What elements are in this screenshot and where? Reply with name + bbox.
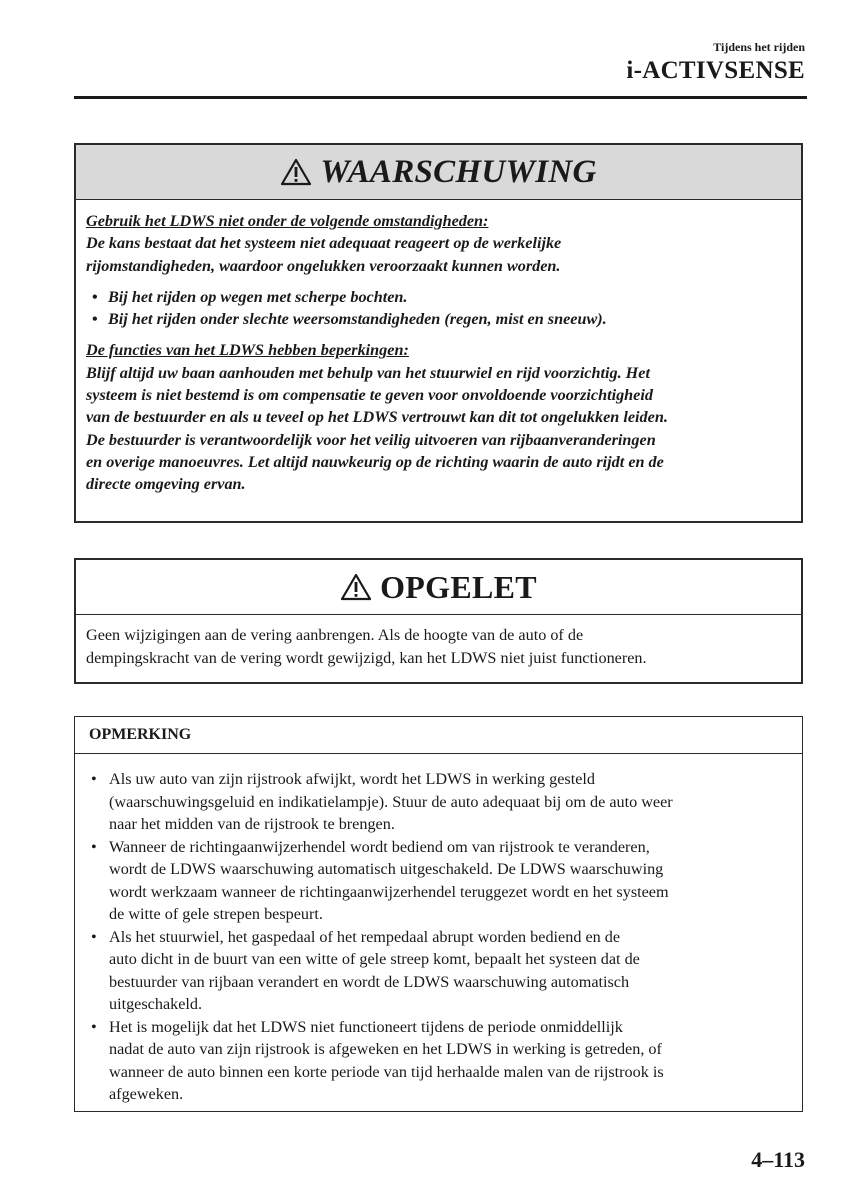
warning-box-header [76, 145, 801, 200]
caution-box-header [76, 560, 801, 615]
warning-triangle-icon [280, 157, 312, 187]
warning-text-line: Blijf altijd uw baan aanhouden met behulp van het stuurwiel en rijd voorzichtig. Het [86, 363, 650, 382]
warning-title: WAARSCHUWING [320, 153, 597, 190]
note-text-line: • Als uw auto van zijn rijstrook afwijkt, wordt het LDWS in werking gesteld [109, 770, 595, 788]
note-bullet-item [87, 836, 786, 926]
warning-triangle-icon [340, 572, 372, 602]
warning-text-line: van de bestuurder en als u teveel op het LDWS vertrouwt kan dit tot ongelukken leiden. [86, 408, 668, 427]
caution-text-line: Geen wijzigingen aan de vering aanbrengen. Als de hoogte van de auto of de [86, 626, 584, 644]
caution-body [76, 615, 801, 669]
note-bullet-list [87, 768, 786, 1106]
warning-text-line: directe omgeving ervan. [86, 475, 246, 494]
note-text-line: wordt werkzaam wanneer de richtingaanwijzerhendel teruggezet wordt en het systeem [109, 882, 669, 901]
note-text-line: de witte of gele strepen bespeurt. [109, 905, 323, 923]
note-text-line: • Als het stuurwiel, het gaspedaal of het rempedaal abrupt worden bediend en de [109, 927, 621, 946]
note-text-line: • Het is mogelijk dat het LDWS niet functioneert tijdens de periode onmiddellijk [109, 1017, 623, 1036]
chapter-title: i-ACTIVSENSE [626, 57, 805, 84]
caution-box [74, 558, 803, 684]
warning-text-line: De bestuurder is verantwoordelijk voor het veilig uitvoeren van rijbaanveranderingen [86, 430, 656, 449]
note-bullet-item [87, 926, 786, 1016]
section-label: Tijdens het rijden [713, 40, 805, 54]
note-text-line: uitgeschakeld. [109, 995, 203, 1013]
header-rule [74, 96, 807, 99]
warning-body [76, 200, 801, 496]
note-text-line: afgeweken. [109, 1085, 184, 1103]
note-title: OPMERKING [89, 726, 192, 743]
note-bullet-item [87, 768, 786, 836]
note-bullet-item [87, 1016, 786, 1106]
note-body [75, 754, 802, 1106]
note-box-header [75, 717, 802, 754]
note-text-line: naar het midden van de rijstrook te brengen. [109, 815, 395, 833]
note-text-line: auto dicht in de buurt van een witte of gele streep komt, bepaalt het systeen dat de [109, 950, 640, 968]
note-text-line: (waarschuwingsgeluid en indikatielampje). Stuur de auto adequaat bij om de auto weer [109, 792, 673, 811]
note-box [74, 716, 803, 1112]
note-text-line: • Wanneer de richtingaanwijzerhendel wordt bediend om van rijstrook te veranderen, [109, 837, 650, 856]
warning-text-line: systeem is niet bestemd is om compensatie te geven voor onvoldoende voorzichtigheid [86, 386, 653, 405]
warning-bullet-list [86, 286, 791, 331]
caution-text-line: dempingskracht van de vering wordt gewijzigd, kan het LDWS niet juist functioneren. [86, 648, 647, 667]
warning-text-line: De kans bestaat dat het systeem niet adequaat reageert op de werkelijke [86, 234, 562, 253]
caution-title: OPGELET [380, 568, 537, 605]
warning-text-line: en overige manoeuvres. Let altijd nauwkeurig op de richting waarin de auto rijdt en de [86, 452, 664, 471]
warning-text-line: rijomstandigheden, waardoor ongelukken veroorzaakt kunnen worden. [86, 256, 561, 275]
warning-bullet-item: • Bij het rijden op wegen met scherpe bochten. [86, 286, 791, 308]
warning-bullet-item: • Bij het rijden onder slechte weersomstandigheden (regen, mist en sneeuw). [86, 308, 791, 330]
note-text-line: wanneer de auto binnen een korte periode van tijd herhaalde malen van de rijstrook is [109, 1062, 664, 1081]
note-text-line: nadat de auto van zijn rijstrook is afgeweken en het LDWS in werking is getreden, of [109, 1040, 662, 1058]
note-text-line: wordt de LDWS waarschuwing automatisch uitgeschakeld. De LDWS waarschuwing [109, 860, 664, 878]
note-text-line: bestuurder van rijbaan verandert en wordt de LDWS waarschuwing automatisch [109, 972, 630, 991]
warning-box [74, 143, 803, 523]
warning-heading-2: De functies van het LDWS hebben beperkingen: [86, 341, 409, 360]
warning-heading-1: Gebruik het LDWS niet onder de volgende omstandigheden: [86, 212, 489, 230]
page-number: 4–113 [751, 1147, 805, 1172]
running-header [626, 40, 805, 86]
